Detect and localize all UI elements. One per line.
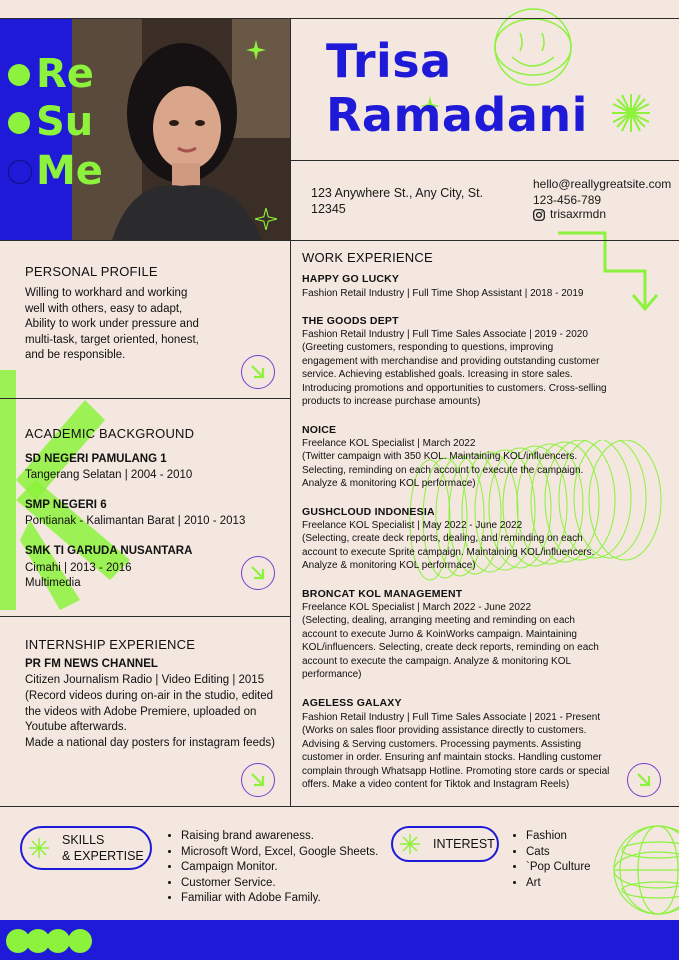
list-item: • Art — [526, 876, 591, 892]
academic-detail-2: Pontianak - Kalimantan Barat | 2010 - 2013 — [25, 515, 246, 527]
divider — [0, 616, 290, 617]
job-role: Fashion Retail Industry | Full Time Shop Assistant | 2018 - 2019 — [302, 288, 584, 299]
internship-line-1: Citizen Journalism Radio | Video Editing | 2015 — [25, 674, 265, 686]
divider — [0, 18, 679, 19]
zigzag-arrow-icon — [555, 225, 660, 317]
skills-pill — [20, 826, 152, 870]
list-item: • Customer Service. — [181, 876, 378, 892]
divider — [290, 160, 679, 161]
first-name: Trisa — [326, 34, 452, 88]
academic-school-3: SMK TI GARUDA NUSANTARA — [25, 545, 193, 557]
footer-dot — [68, 929, 92, 953]
resume-line-2: Su — [36, 99, 94, 145]
list-item: • Campaign Monitor. — [181, 860, 378, 876]
arrow-icon — [628, 764, 660, 796]
resume-line-3: Me — [36, 148, 103, 194]
academic-title: ACADEMIC BACKGROUND — [25, 426, 195, 441]
starburst-icon — [28, 837, 50, 859]
starburst-icon — [399, 833, 421, 855]
arrow-icon — [242, 356, 274, 388]
job-company: GUSHCLOUD INDONESIA — [302, 506, 435, 518]
list-item: • Raising brand awareness. — [181, 829, 378, 845]
job-description: (Twitter campaign with 350 KOL. Maintaining KOL/influencers. Selecting, reminding on each account to execute the campaign. Analyze & monitoring KOL performace) — [302, 451, 584, 490]
academic-school-1: SD NEGERI PAMULANG 1 — [25, 453, 167, 465]
sparkle-icon — [246, 40, 266, 60]
arrow-button[interactable] — [241, 763, 275, 797]
job-company: HAPPY GO LUCKY — [302, 273, 400, 285]
academic-school-2: SMP NEGERI 6 — [25, 499, 107, 511]
job-company: NOICE — [302, 424, 337, 436]
internship-company: PR FM NEWS CHANNEL — [25, 658, 158, 670]
job-role: Fashion Retail Industry | Full Time Sales Associate | 2019 - 2020 — [302, 329, 588, 340]
job-company: BRONCAT KOL MANAGEMENT — [302, 588, 463, 600]
email[interactable]: hello@reallygreatsite.com — [533, 177, 672, 191]
arrow-icon — [242, 764, 274, 796]
sparkle-icon — [255, 208, 277, 230]
resume-line-1: Re — [36, 51, 94, 97]
job-role: Freelance KOL Specialist | March 2022 - June 2022 — [302, 602, 532, 613]
job-role: Freelance KOL Specialist | March 2022 — [302, 438, 476, 449]
job-role: Fashion Retail Industry | Full Time Sales Associate | 2021 - Present — [302, 712, 601, 723]
profile-title: PERSONAL PROFILE — [25, 264, 158, 279]
job-description: (Selecting, dealing, arranging meeting and reminding on each account to execute Jurno & KoinWorks campaign. Maintaining KOL/influencers. Selecting, create deck reports, reminding on each account to execute the campaign. Analyze & monitoring KOL performance) — [302, 615, 599, 681]
last-name: Ramadani — [326, 88, 588, 142]
divider — [0, 240, 679, 241]
job-company: AGELESS GALAXY — [302, 697, 402, 709]
academic-detail-3: Cimahi | 2013 - 2016 — [25, 562, 132, 574]
profile-text: Willing to workhard and working well with others, easy to adapt, Ability to work under pressure and multi-task, target oriented, honest, and be responsible. — [25, 287, 199, 361]
skills-label-1: SKILLS — [62, 833, 105, 847]
list-item: • Familiar with Adobe Family. — [181, 891, 378, 907]
skills-label-2: & EXPERTISE — [62, 849, 144, 863]
list-item: • Fashion — [526, 829, 591, 845]
academic-detail-1: Tangerang Selatan | 2004 - 2010 — [25, 469, 193, 481]
instagram-icon — [533, 209, 545, 221]
job-description: (Greeting customers, responding to questions, improving engagement with merchandise and providing outstanding customer service. Achieving established goals. Icreasing in store sales. Introducing promotions and opportunities to customers. Cross-selling products to increase purchase amounts) — [302, 342, 607, 408]
footer-bar — [0, 920, 679, 960]
interest-list — [512, 829, 591, 891]
interest-pill — [391, 826, 499, 862]
phone[interactable]: 123-456-789 — [533, 193, 602, 207]
skills-list — [167, 829, 378, 907]
starburst-icon — [610, 92, 652, 134]
job-description: (Works on sales floor providing assistance directly to customers. Advising & Serving customers. Processing payments. Assisting customer in order. Ensuring anf maintain stocks. Handling customer complain through Whatsapp Hotline. Promoting store cards or special offers. Make a video content for Tiktok and Instagram Reels) — [302, 725, 610, 791]
internship-line-2: (Record videos during on-air in the studio, edited the videos with Adobe Premiere, uploaded on Youtube afterwards. — [25, 690, 274, 733]
job-company: THE GOODS DEPT — [302, 315, 399, 327]
divider — [290, 18, 291, 806]
academic-extra-3: Multimedia — [25, 577, 81, 589]
smiley-dot-icon — [8, 112, 30, 134]
footer-dot — [46, 929, 70, 953]
arrow-button[interactable] — [241, 556, 275, 590]
globe-icon — [608, 820, 679, 920]
list-item: • Microsoft Word, Excel, Google Sheets. — [181, 845, 378, 861]
arrow-icon — [242, 557, 274, 589]
divider — [0, 398, 290, 399]
instagram-handle: trisaxrmdn — [550, 207, 607, 221]
internship-title: INTERNSHIP EXPERIENCE — [25, 637, 196, 652]
internship-line-3: Made a national day posters for instagram feeds) — [25, 737, 275, 749]
interest-label: INTEREST — [433, 837, 495, 851]
instagram-row[interactable] — [533, 207, 606, 222]
arrow-button[interactable] — [627, 763, 661, 797]
smiley-dot-icon — [8, 64, 30, 86]
work-title: WORK EXPERIENCE — [302, 250, 433, 265]
job-description: (Selecting, create deck reports, dealing, and reminding on each account to execute Sprite campaign. Maintaining KOL/influencers. Analyze & monitoring KOL performace) — [302, 533, 595, 572]
smiley-dot-icon — [8, 160, 32, 184]
list-item: • `Pop Culture — [526, 860, 591, 876]
list-item: • Cats — [526, 845, 591, 861]
job-role: Freelance KOL Specialist | May 2022 - June 2022 — [302, 520, 523, 531]
divider — [0, 806, 679, 807]
address: 123 Anywhere St., Any City, St. 12345 — [311, 186, 484, 216]
arrow-button[interactable] — [241, 355, 275, 389]
